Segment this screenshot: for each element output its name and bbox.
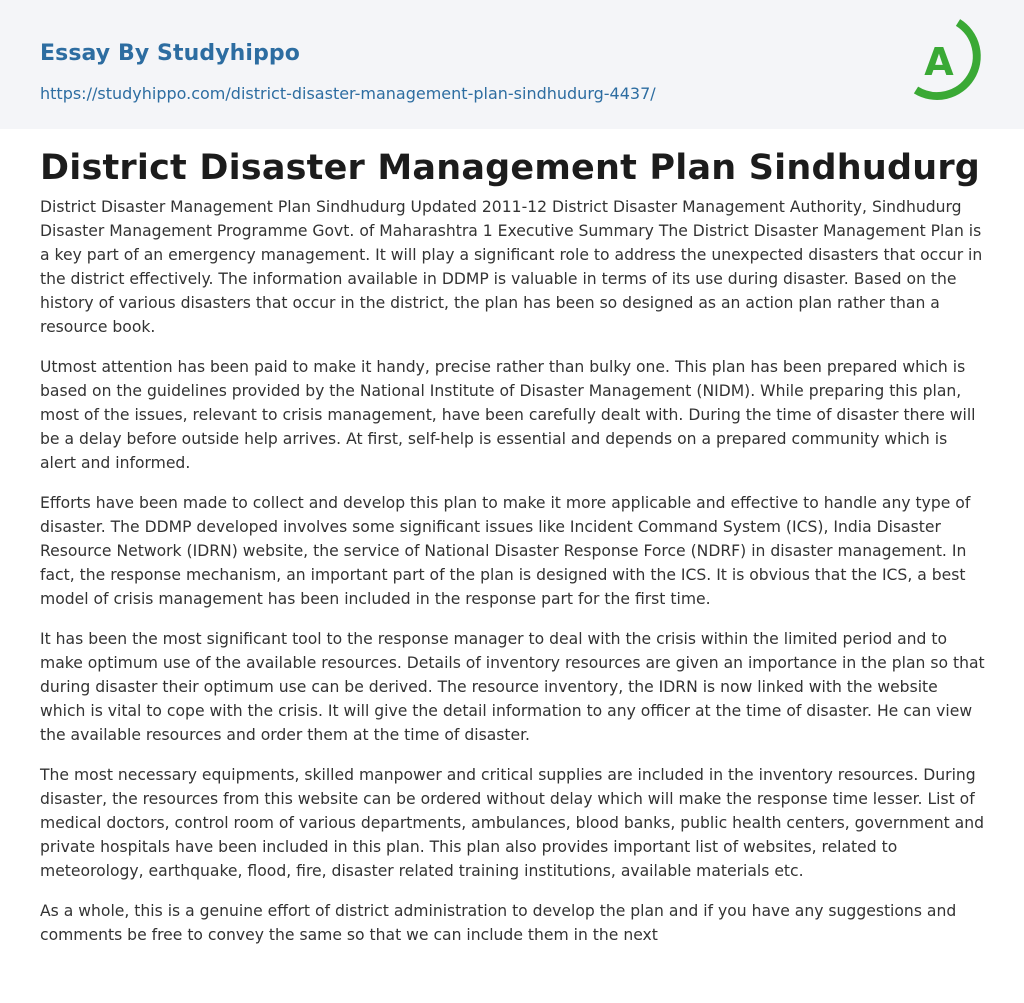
paragraph: Utmost attention has been paid to make it handy, precise rather than bulky one. This plan has been prepared which is based on the guidelines provided by the National Institute of Disaster Management (NIDM). While preparing this plan, most of the issues, relevant to crisis management, have been carefully dealt with. During the time of disaster there will be a delay before outside help arrives. At first, self-help is essential and depends on a prepared community which is alert and informed. (40, 358, 976, 472)
paragraph: The most necessary equipments, skilled manpower and critical supplies are included in the inventory resources. During disaster, the resources from this website can be ordered without delay which will make the response time lesser. List of medical doctors, control room of various departments, ambulances, blood banks, public health centers, government and private hospitals have been included in this plan. This plan also provides important list of websites, related to meteorology, earthquake, flood, fire, disaster related training institutions, available materials etc. (40, 766, 985, 880)
page-title: District Disaster Management Plan Sindhudurg (40, 148, 981, 188)
paragraph: As a whole, this is a genuine effort of district administration to develop the plan and if you have any suggestions and comments be free to convey the same so that we can include them in the next (40, 902, 957, 944)
brand-title[interactable]: Essay By Studyhippo (40, 41, 300, 66)
essay-body (40, 195, 988, 963)
essay-url-link[interactable]: https://studyhippo.com/district-disaster-management-plan-sindhudurg-4437/ (40, 84, 656, 103)
paragraph: District Disaster Management Plan Sindhudurg Updated 2011-12 District Disaster Management Authority, Sindhudurg Disaster Management Programme Govt. of Maharashtra 1 Executive Summary The District Disaster Management Plan is a key part of an emergency management. It will play a significant role to address the unexpected disasters that occur in the district effectively. The information available in DDMP is valuable in terms of its use during disaster. Based on the history of various disasters that occur in the district, the plan has been so designed as an action plan rather than a resource book. (40, 198, 983, 336)
paragraph: Efforts have been made to collect and develop this plan to make it more applicable and effective to handle any type of disaster. The DDMP developed involves some significant issues like Incident Command System (ICS), India Disaster Resource Network (IDRN) website, the service of National Disaster Response Force (NDRF) in disaster management. In fact, the response mechanism, an important part of the plan is designed with the ICS. It is obvious that the ICS, a best model of crisis management has been included in the response part for the first time. (40, 494, 971, 608)
logo-letter: A (924, 40, 954, 84)
paragraph: It has been the most significant tool to the response manager to deal with the crisis within the limited period and to make optimum use of the available resources. Details of inventory resources are given an importance in the plan so that during disaster their optimum use can be derived. The resource inventory, the IDRN is now linked with the website which is vital to cope with the crisis. It will give the detail information to any officer at the time of disaster. He can view the available resources and order them at the time of disaster. (40, 630, 985, 744)
